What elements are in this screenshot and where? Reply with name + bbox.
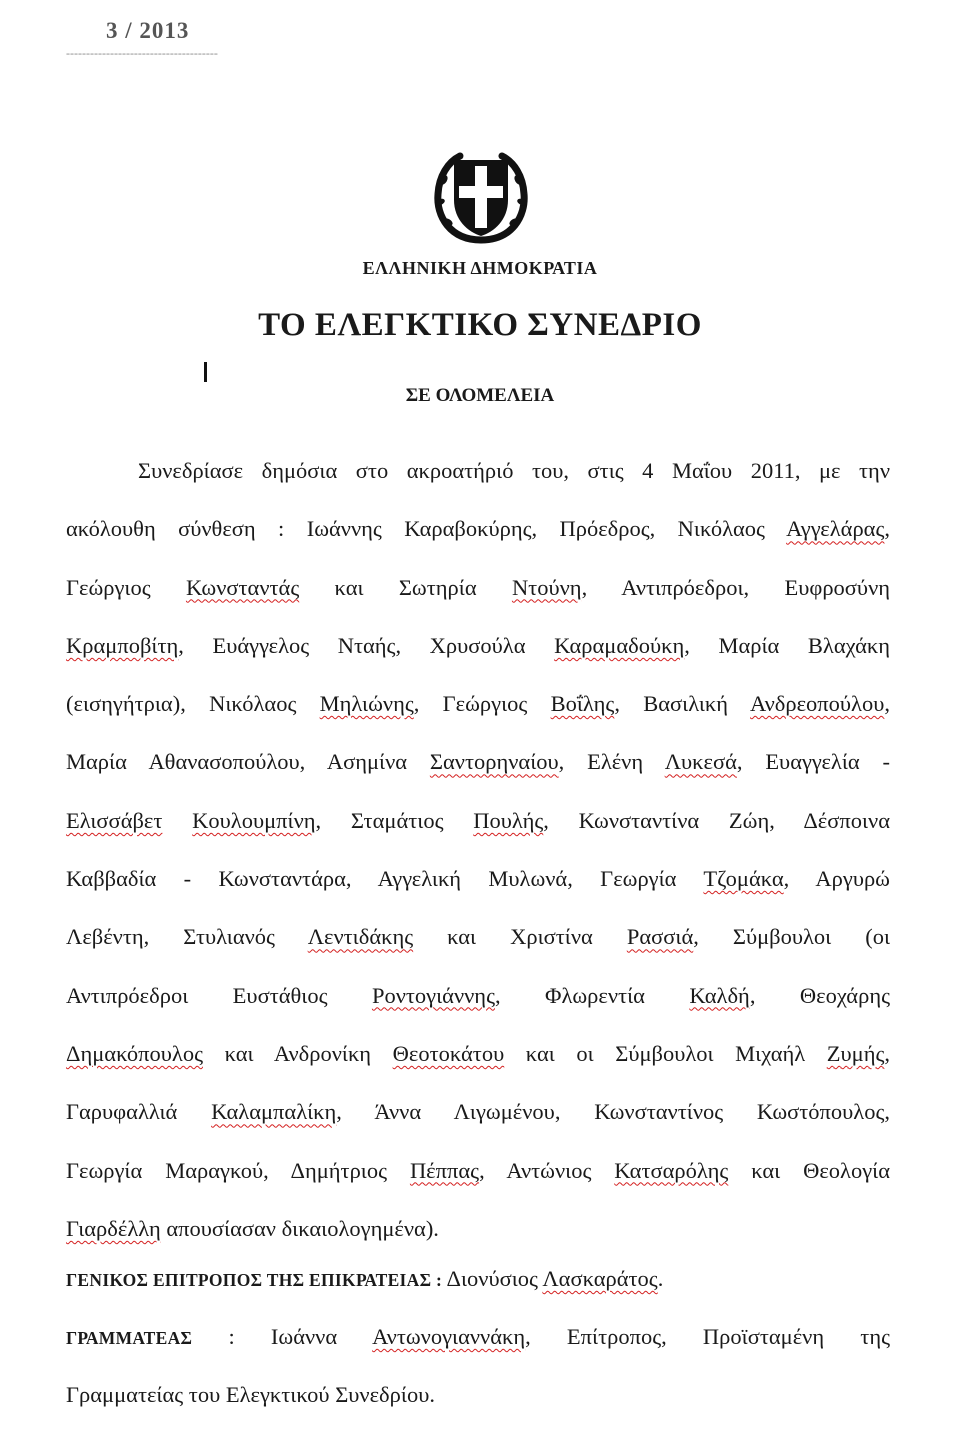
paragraph-line: Μαρία Αθανασοπούλου, Ασημίνα Σαντορηναίου, Ελένη Λυκεσά, Ευαγγελία - [66, 749, 890, 775]
paragraph-line: Γαρυφαλλιά Καλαμπαλίκη, Άννα Λιγωμένου, Κωνσταντίνος Κωστόπουλος, [66, 1099, 890, 1125]
court-title: ΤΟ ΕΛΕΓΚΤΙΚΟ ΣΥΝΕΔΡΙΟ [258, 307, 702, 343]
commissioner-label: ΓΕΝΙΚΟΣ ΕΠΙΤΡΟΠΟΣ ΤΗΣ ΕΠΙΚΡΑΤΕΙΑΣ : [66, 1270, 443, 1290]
secretary-surname: Αντωνογιαννάκη [372, 1324, 526, 1349]
secretary-line [66, 1324, 890, 1350]
paragraph-line: Δημακόπουλος και Ανδρονίκη Θεοτοκάτου και οι Σύμβουλοι Μιχαήλ Ζυμής, [66, 1040, 890, 1066]
paragraph-line: ακόλουθη σύνθεση : Ιωάννης Καραβοκύρης, Πρόεδρος, Νικόλαος Αγγελάρας, [66, 516, 890, 542]
paragraph-line: Αντιπρόεδροι Ευστάθιος Ροντογιάννης, Φλωρεντία Καλδή, Θεοχάρης [66, 982, 890, 1008]
text-cursor [204, 362, 207, 382]
secretary-line-2: Γραμματείας του Ελεγκτικού Συνεδρίου. [66, 1382, 435, 1407]
decision-number-underline: -------------------------------------- [66, 46, 218, 60]
composition-paragraph [66, 442, 890, 1258]
commissioner-surname: Λασκαράτος [542, 1266, 658, 1291]
paragraph-line: Γεώργιος Κωνσταντάς και Σωτηρία Ντούνη, Αντιπρόεδροι, Ευφροσύνη [66, 574, 891, 600]
paragraph-line: (εισηγήτρια), Νικόλαος Μηλιώνης, Γεώργιος Βοΐλης, Βασιλική Ανδρεοπούλου, [66, 691, 890, 717]
paragraph-line: Λεβέντη, Στυλιανός Λεντιδάκης και Χριστίνα Ρασσιά, Σύμβουλοι (οι [66, 924, 890, 950]
paragraph-line: Συνεδρίασε δημόσια στο ακροατήριό του, στις 4 Μαΐου 2011, με την [138, 458, 890, 483]
commissioner-line [66, 1266, 890, 1292]
republic-title: ΕΛΛΗΝΙΚΗ ΔΗΜΟΚΡΑΤΙΑ [362, 258, 598, 278]
paragraph-line: Γιαρδέλλη απουσίασαν δικαιολογημένα). [66, 1215, 439, 1241]
commissioner-period: . [657, 1266, 664, 1291]
plenary-title: ΣΕ ΟΛΟΜΕΛΕΙΑ [405, 385, 555, 406]
secretary-separator: : [228, 1324, 271, 1349]
secretary-label: ΓΡΑΜΜΑΤΕΑΣ [66, 1328, 193, 1348]
paragraph-line: Γεωργία Μαραγκού, Δημήτριος Πέππας, Αντώνιος Κατσαρόλης και Θεολογία [66, 1157, 890, 1183]
secretary-role: , Επίτροπος, Προϊσταμένη της [525, 1324, 890, 1349]
paragraph-line: Κραμποβίτη, Ευάγγελος Νταής, Χρυσούλα Καραμαδούκη, Μαρία Βλαχάκη [66, 632, 890, 658]
decision-number: 3 / 2013 [106, 18, 190, 43]
secretary-name-first: Ιωάννα [270, 1324, 373, 1349]
paragraph-line: Καββαδία - Κωνσταντάρα, Αγγελική Μυλωνά, Γεωργία Τζομάκα, Αργυρώ [66, 866, 890, 892]
greek-coat-of-arms-icon [432, 150, 530, 244]
paragraph-line: Ελισσάβετ Κουλουμπίνη, Σταμάτιος Πουλής, Κωνσταντίνα Ζώη, Δέσποινα [66, 807, 890, 833]
commissioner-name-prefix: Διονύσιος [442, 1266, 543, 1291]
